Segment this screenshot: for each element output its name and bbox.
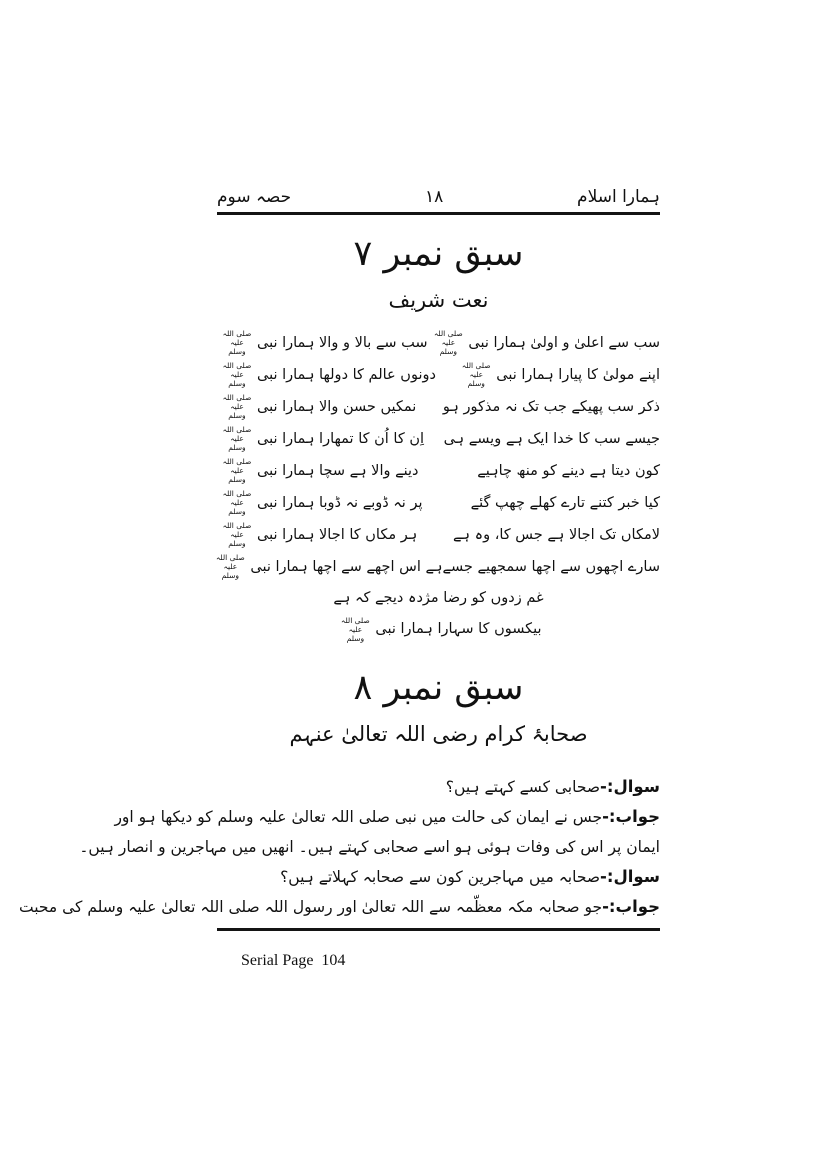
- answer-line: [114, 802, 660, 832]
- hemistich-text: سب سے بالا و والا ہمارا نبی: [257, 334, 428, 351]
- question-answer-block: [18, 772, 660, 922]
- hemistich-text: کیا خبر کتنے تارے کھلے چھپ گئے: [470, 494, 660, 511]
- second-hemistich: [217, 489, 422, 516]
- hemistich-text: ہے اس اچھے سے اچھا ہمارا نبی: [250, 558, 443, 575]
- sallallahu-honorific: صلی اللہ علیہ وسلم: [222, 361, 252, 389]
- closing-line-2: [217, 614, 660, 645]
- verse-row: [217, 423, 660, 455]
- first-hemistich: [453, 527, 660, 543]
- page-footer: [217, 928, 660, 988]
- first-hemistich: [442, 559, 660, 575]
- verse-row: [217, 519, 660, 551]
- verse-row: [217, 327, 660, 359]
- question-label: سوال:-: [600, 867, 660, 887]
- second-hemistich: [217, 521, 417, 548]
- sallallahu-honorific: صلی اللہ علیہ وسلم: [222, 393, 252, 421]
- sallallahu-honorific: صلی اللہ علیہ وسلم: [222, 489, 252, 517]
- first-hemistich: [444, 431, 660, 447]
- verse-row: [217, 391, 660, 423]
- first-hemistich: [428, 329, 660, 356]
- sallallahu-honorific: صلی اللہ علیہ وسلم: [222, 329, 252, 357]
- sallallahu-honorific: صلی اللہ علیہ وسلم: [222, 521, 252, 549]
- hemistich-text: اپنے مولیٰ کا پیارا ہمارا نبی: [496, 366, 660, 383]
- second-hemistich: [217, 457, 418, 484]
- question-text: صحابی کسے کہتے ہیں؟: [445, 778, 600, 797]
- naat-subtitle: نعت شریف: [388, 288, 489, 313]
- answer-text: جو صحابہ مکہ معظّمہ سے اللہ تعالیٰ اور رسول اللہ صلی اللہ تعالیٰ علیہ وسلم کی محبت: [18, 898, 603, 917]
- question-label: سوال:-: [600, 777, 660, 797]
- hemistich-text: ذکر سب پھیکے جب تک نہ مذکور ہو: [442, 398, 660, 415]
- first-hemistich: [477, 463, 660, 479]
- sallallahu-honorific: صلی اللہ علیہ وسلم: [222, 457, 252, 485]
- verse-row: [217, 487, 660, 519]
- sallallahu-honorific: صلی اللہ علیہ وسلم: [215, 553, 245, 581]
- hemistich-text: سب سے اعلیٰ و اولیٰ ہمارا نبی: [468, 334, 660, 351]
- serial-page-label: Serial Page 104: [241, 952, 346, 970]
- sallallahu-honorific: صلی اللہ علیہ وسلم: [434, 329, 463, 357]
- lesson7-title: سبق نمبر ۷: [353, 234, 524, 274]
- answer-label: جواب:-: [602, 807, 660, 827]
- book-title: ہمارا اسلام: [577, 187, 660, 207]
- hemistich-text: لامکاں تک اجالا ہے جس کا، وہ ہے: [452, 526, 660, 543]
- naat-verses: [217, 327, 660, 645]
- first-hemistich: [443, 399, 660, 415]
- hemistich-text: پر نہ ڈوبے نہ ڈوبا ہمارا نبی: [257, 494, 423, 511]
- hemistich-text: جیسے سب کا خدا ایک ہے ویسے ہی: [443, 430, 660, 447]
- hemistich-text: اِن کا اُن کا تمھارا ہمارا نبی: [257, 430, 425, 447]
- question-line: [154, 772, 660, 802]
- part-label: حصہ سوم: [217, 187, 292, 207]
- sallallahu-honorific: صلی اللہ علیہ وسلم: [222, 425, 252, 453]
- hemistich-text: سارے اچھوں سے اچھا سمجھیے جسے: [442, 558, 660, 575]
- first-hemistich: [471, 495, 660, 511]
- answer-text: ایمان پر اس کی وفات ہوئی ہو اسے صحابی کہتے ہیں۔ انھیں میں مہاجرین و انصار ہیں۔: [79, 838, 660, 857]
- question-text: صحابہ میں مہاجرین کون سے صحابہ کہلاتے ہیں؟: [280, 868, 600, 887]
- lesson8-title: سبق نمبر ۸: [353, 667, 524, 708]
- second-hemistich: [217, 393, 416, 420]
- hemistich-text: ہر مکاں کا اجالا ہمارا نبی: [257, 526, 418, 543]
- closing-text: غم زدوں کو رضا مژدہ دیجے کہ ہے: [333, 590, 544, 607]
- sallallahu-honorific: صلی اللہ علیہ وسلم: [461, 361, 491, 389]
- lesson8-subtitle: صحابۂ کرام رضی اللہ تعالیٰ عنہم: [289, 721, 588, 746]
- hemistich-text: دونوں عالم کا دولھا ہمارا نبی: [257, 366, 436, 383]
- second-hemistich: [217, 425, 424, 452]
- verse-row: [217, 359, 660, 391]
- sallallahu-honorific: صلی اللہ علیہ وسلم: [341, 615, 370, 643]
- hemistich-text: نمکیں حسن والا ہمارا نبی: [257, 398, 417, 415]
- first-hemistich: [456, 361, 660, 388]
- page-number: ۱۸: [424, 187, 444, 207]
- verse-row: [217, 551, 660, 583]
- closing-line-1: [217, 583, 660, 614]
- closing-text: بیکسوں کا سہارا ہمارا نبی: [375, 621, 542, 638]
- second-hemistich: [217, 361, 436, 388]
- closing-couplet: [217, 583, 660, 645]
- answer-continuation-line: [79, 832, 660, 862]
- answer-text: جس نے ایمان کی حالت میں نبی صلی اللہ تعالیٰ علیہ وسلم کو دیکھا ہو اور: [114, 808, 603, 827]
- hemistich-text: کون دیتا ہے دینے کو منھ چاہیے: [477, 462, 660, 479]
- question-line: [154, 862, 660, 892]
- page-content: [18, 186, 660, 988]
- answer-label: جواب:-: [602, 897, 660, 917]
- answer-line: [18, 892, 660, 922]
- running-header: [217, 186, 660, 215]
- second-hemistich: [217, 329, 428, 356]
- verse-row: [217, 455, 660, 487]
- hemistich-text: دینے والا ہے سچا ہمارا نبی: [257, 462, 419, 479]
- second-hemistich: [210, 553, 442, 580]
